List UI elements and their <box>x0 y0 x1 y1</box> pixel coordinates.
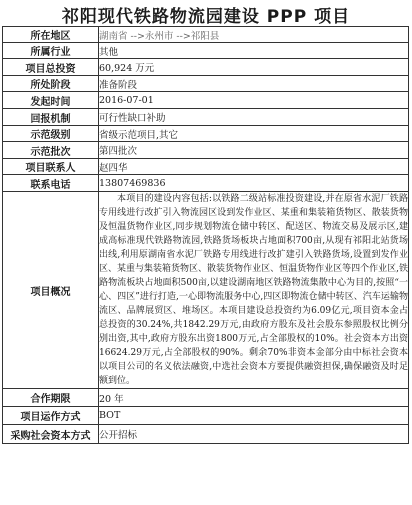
value-contact-person: 赵四华 <box>99 159 409 175</box>
label-cooperation-period: 合作期限 <box>3 389 99 407</box>
row-contact-phone <box>3 175 409 192</box>
row-demo-level <box>3 126 409 142</box>
label-region: 所在地区 <box>3 27 99 43</box>
row-demo-batch <box>3 142 409 159</box>
value-demo-level: 省级示范项目,其它 <box>99 126 409 142</box>
row-return-mechanism <box>3 109 409 126</box>
value-total-investment: 60,924 万元 <box>99 59 409 76</box>
row-contact-person <box>3 159 409 175</box>
label-demo-batch: 示范批次 <box>3 142 99 159</box>
value-start-date: 2016-07-01 <box>99 92 409 109</box>
label-return-mechanism: 回报机制 <box>3 109 99 126</box>
label-contact-person: 项目联系人 <box>3 159 99 175</box>
label-procurement-method: 采购社会资本方式 <box>3 425 99 444</box>
row-start-date <box>3 92 409 109</box>
label-demo-level: 示范级别 <box>3 126 99 142</box>
label-contact-phone: 联系电话 <box>3 175 99 192</box>
value-stage: 准备阶段 <box>99 76 409 92</box>
row-industry <box>3 43 409 59</box>
label-start-date: 发起时间 <box>3 92 99 109</box>
value-procurement-method: 公开招标 <box>99 425 409 444</box>
label-stage: 所处阶段 <box>3 76 99 92</box>
row-operation-mode <box>3 407 409 425</box>
row-overview <box>3 192 409 389</box>
value-return-mechanism: 可行性缺口补助 <box>99 109 409 126</box>
value-industry: 其他 <box>99 43 409 59</box>
row-cooperation-period <box>3 389 409 407</box>
label-industry: 所属行业 <box>3 43 99 59</box>
label-total-investment: 项目总投资 <box>3 59 99 76</box>
value-operation-mode: BOT <box>99 407 409 425</box>
row-total-investment <box>3 59 409 76</box>
value-demo-batch: 第四批次 <box>99 142 409 159</box>
value-contact-phone: 13807469836 <box>99 175 409 192</box>
row-procurement-method <box>3 425 409 444</box>
label-overview: 项目概况 <box>3 192 99 389</box>
row-region <box>3 27 409 43</box>
project-info-table <box>2 26 409 444</box>
value-cooperation-period: 20 年 <box>99 389 409 407</box>
value-overview: 本项目的建设内容包括:以铁路二级站标准投资建设,并在原省水泥厂铁路专用线进行改扩引入物流园区设到发作业区、某重和集装箱货物区、散装货物及恒温货物作业区,同步规划物流仓储中转区、配送区、物流交易及展示区,建成高标准现代铁路物流园,铁路货场板块占地面积700亩,从现有祁阳北站货场出线,利用原湖南省水泥厂铁路专用线进行改扩建引入铁路货场,设置到发作业区、某重与集装箱货物区、散装货物作业区、恒温货物作业区等四个作业区,铁路物流板块占地面积500亩,以建设湖南地区铁路物流集散中心为目的,按照“一心、四区”进行打造,一心即物流服务中心,四区即物流仓储中转区、汽车运输物流区、品牌展贸区、堆场区。本项目建设总投资约为6.09亿元,项目资本金占总投资的30.24%,共1842.29万元,由政府方股东及社会股东参照股权比例分别出资,其中,政府方股东出资1800万元,占全部股权的10%。社会资本方出资16624.29万元,占全部股权的90%。剩余70%非资本金部分由中标社会资本以项目公司的名义依法融资,中选社会资本方要提供融资担保,确保融资及时足额到位。 <box>99 192 409 389</box>
row-stage <box>3 76 409 92</box>
label-operation-mode: 项目运作方式 <box>3 407 99 425</box>
document-title: 祁阳现代铁路物流园建设 PPP 项目 <box>61 6 351 27</box>
value-region: 湖南省 -->永州市 -->祁阳县 <box>99 27 409 43</box>
